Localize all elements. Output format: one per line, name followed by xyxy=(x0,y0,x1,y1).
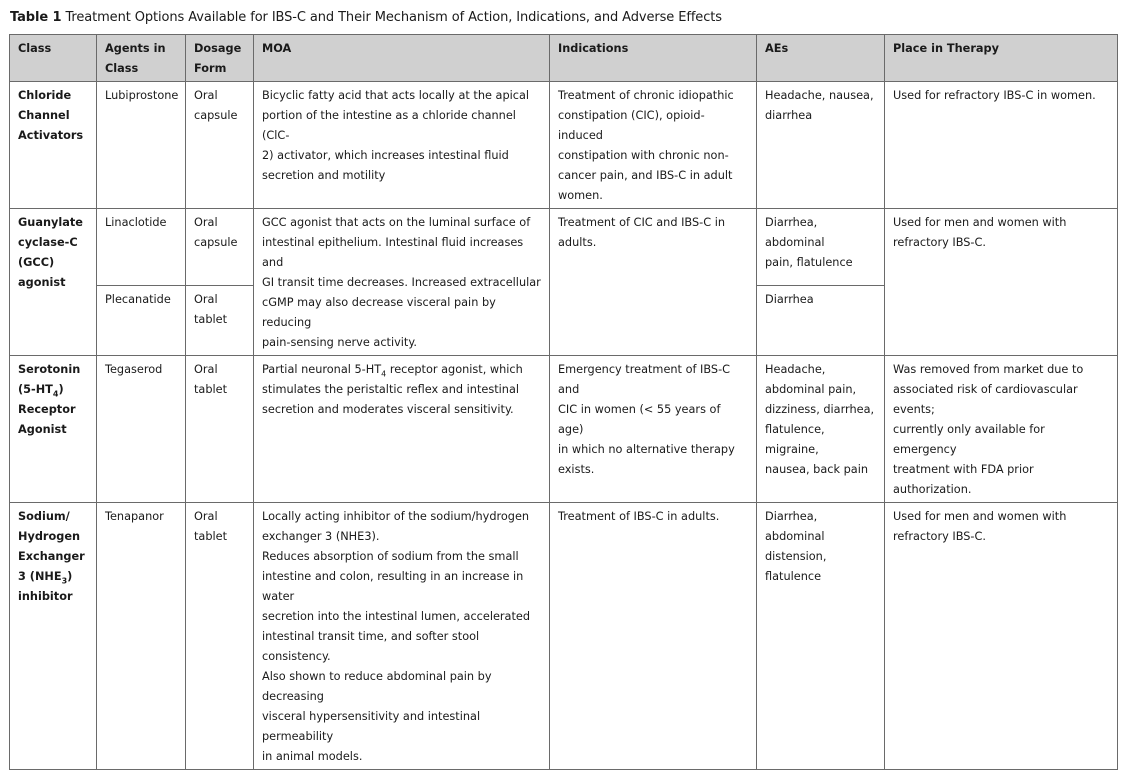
aes-cell: Diarrhea xyxy=(757,285,885,355)
class-cell: Serotonin $(5-HT_4)$ Receptor Agonist xyxy=(10,356,97,503)
header-dosage: Dosage Form xyxy=(186,35,254,82)
agent-cell: Lubiprostone xyxy=(97,82,186,209)
aes-cell: Headache, nausea, diarrhea xyxy=(757,82,885,209)
header-class: Class xyxy=(10,35,97,82)
header-indications: Indications xyxy=(550,35,757,82)
moa-cell: GCC agonist that acts on the luminal surface of intestinal epithelium. Intestinal fluid increases and GI transit time decreases. Increased extracellular cGMP may also decrease visceral pain by reducing pain-sensing nerve activity. xyxy=(254,209,550,356)
agent-cell: Plecanatide xyxy=(97,285,186,355)
table-label: Table 1 xyxy=(10,10,62,25)
class-cell: Guanylate cyclase-C (GCC) agonist xyxy=(10,209,97,356)
table-row xyxy=(10,356,1118,503)
table-row xyxy=(10,503,1118,770)
table-title: Treatment Options Available for IBS-C and Their Mechanism of Action, Indications, and Adverse Effects xyxy=(65,10,722,25)
dosage-cell: Oral tablet xyxy=(186,356,254,503)
indications-cell: Treatment of IBS-C in adults. xyxy=(550,503,757,770)
aes-cell: Diarrhea, abdominal distension, flatulence xyxy=(757,503,885,770)
table-row xyxy=(10,209,1118,286)
header-aes: AEs xyxy=(757,35,885,82)
treatment-table xyxy=(9,34,1118,770)
moa-cell: Locally acting inhibitor of the sodium/hydrogen exchanger 3 (NHE3). Reduces absorption of sodium from the small intestine and colon, resulting in an increase in water secretion into the intestinal lumen, accelerated intestinal transit time, and softer stool consistency. Also shown to reduce abdominal pain by decreasing visceral hypersensitivity and intestinal permeability in animal models. xyxy=(254,503,550,770)
class-cell: Sodium/ Hydrogen Exchanger 3 $(NHE_3)$ inhibitor xyxy=(10,503,97,770)
header-place: Place in Therapy xyxy=(885,35,1118,82)
moa-cell: Bicyclic fatty acid that acts locally at the apical portion of the intestine as a chloride channel (ClC- 2) activator, which increases intestinal fluid secretion and motility xyxy=(254,82,550,209)
header-agents: Agents in Class xyxy=(97,35,186,82)
table-row xyxy=(10,82,1118,209)
table-caption xyxy=(10,10,722,25)
header-row xyxy=(10,35,1118,82)
dosage-cell: Oral capsule xyxy=(186,209,254,286)
aes-cell: Diarrhea, abdominal pain, flatulence xyxy=(757,209,885,286)
indications-cell: Treatment of chronic idiopathic constipation (CIC), opioid-induced constipation with chronic non- cancer pain, and IBS-C in adult women. xyxy=(550,82,757,209)
place-cell: Was removed from market due to associated risk of cardiovascular events; currently only available for emergency treatment with FDA prior authorization. xyxy=(885,356,1118,503)
class-cell: Chloride Channel Activators xyxy=(10,82,97,209)
indications-cell: Treatment of CIC and IBS-C in adults. xyxy=(550,209,757,356)
header-moa: MOA xyxy=(254,35,550,82)
agent-cell: Linaclotide xyxy=(97,209,186,286)
agent-cell: Tegaserod xyxy=(97,356,186,503)
aes-cell: Headache, abdominal pain, dizziness, diarrhea, flatulence, migraine, nausea, back pain xyxy=(757,356,885,503)
dosage-cell: Oral tablet xyxy=(186,503,254,770)
moa-cell: Partial neuronal $5-HT_4$ receptor agonist, which stimulates the peristaltic reflex and intestinal secretion and moderates visceral sensitivity. xyxy=(254,356,550,503)
dosage-cell: Oral tablet xyxy=(186,285,254,355)
place-cell: Used for refractory IBS-C in women. xyxy=(885,82,1118,209)
dosage-cell: Oral capsule xyxy=(186,82,254,209)
place-cell: Used for men and women with refractory IBS-C. xyxy=(885,209,1118,356)
indications-cell: Emergency treatment of IBS-C and CIC in women (< 55 years of age) in which no alternative therapy exists. xyxy=(550,356,757,503)
place-cell: Used for men and women with refractory IBS-C. xyxy=(885,503,1118,770)
agent-cell: Tenapanor xyxy=(97,503,186,770)
